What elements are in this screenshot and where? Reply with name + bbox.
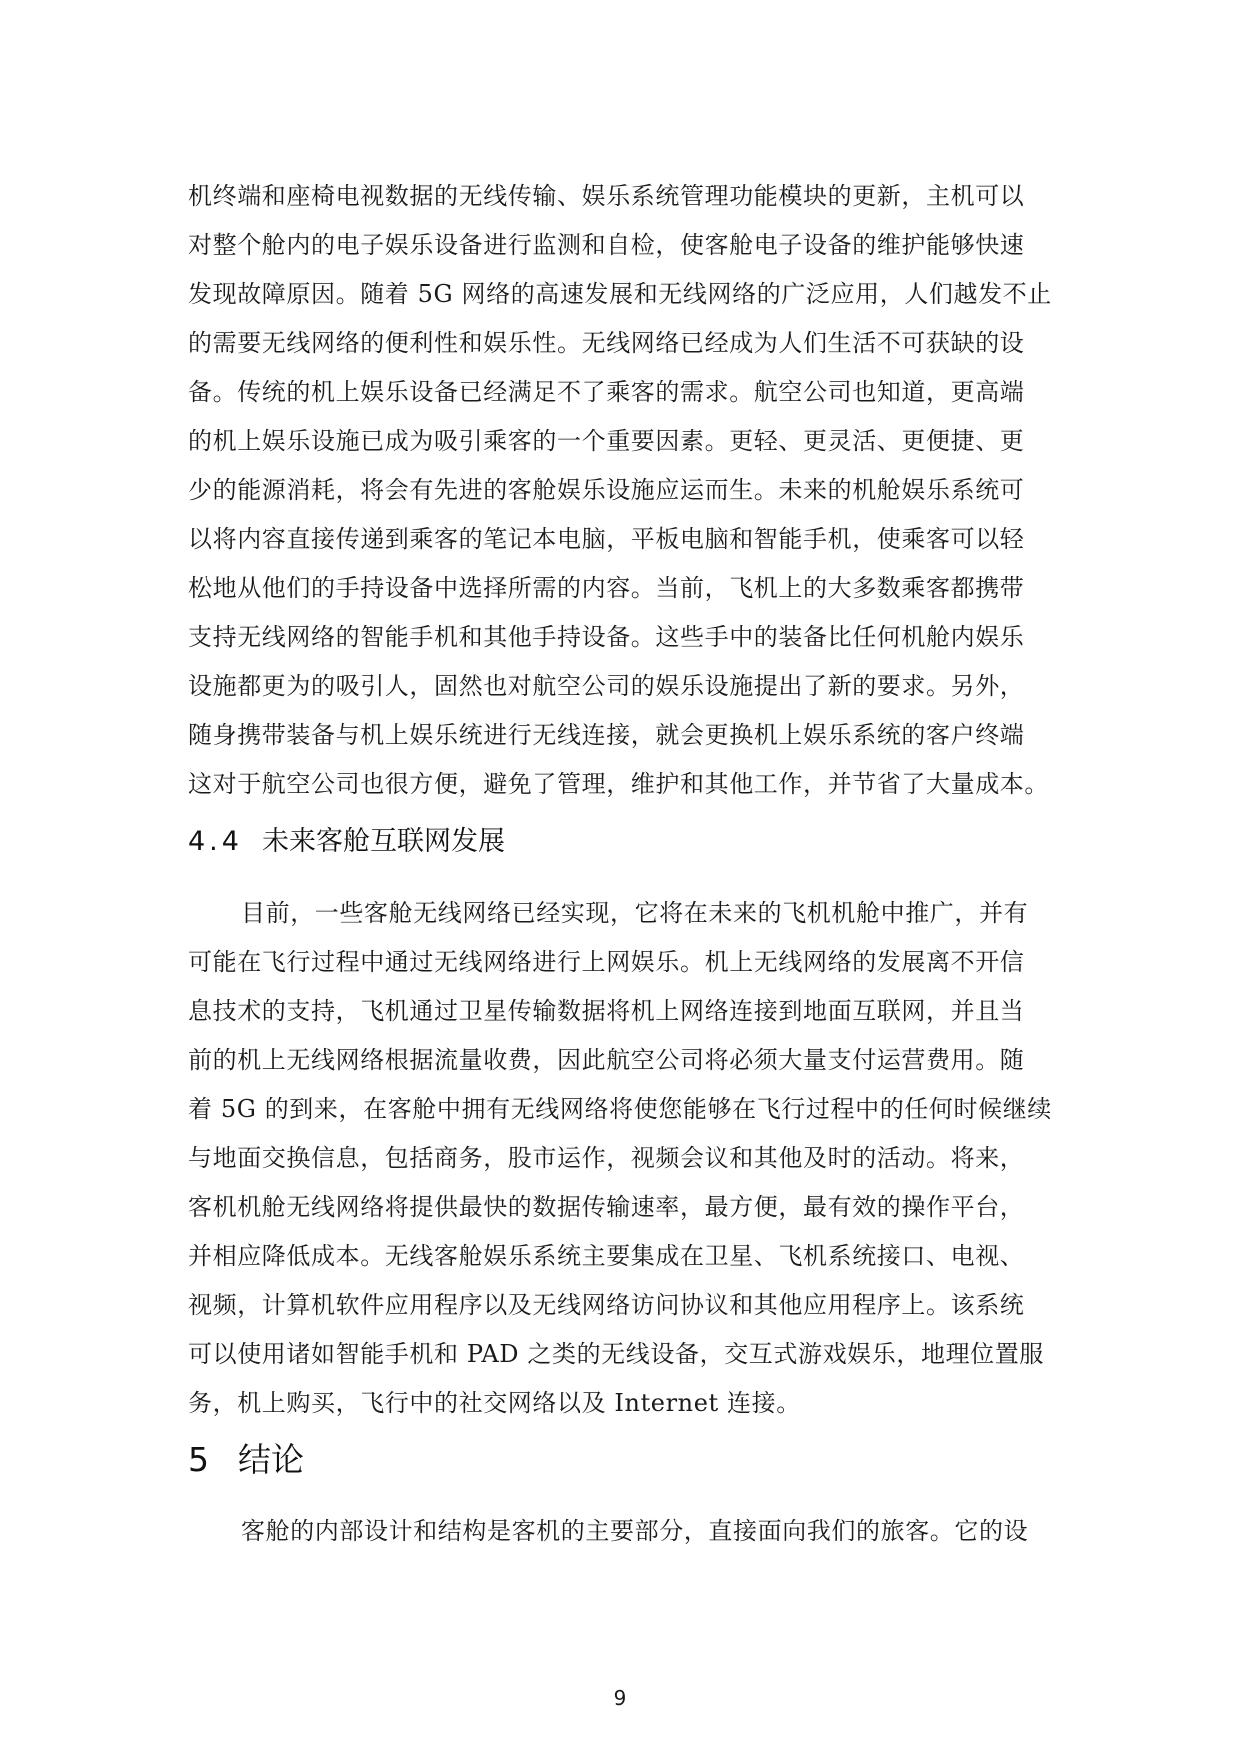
section-number: 4.4: [188, 826, 243, 857]
paragraph-conclusion: [188, 1507, 1048, 1556]
text-line: 机终端和座椅电视数据的无线传输、娱乐系统管理功能模块的更新，主机可以: [188, 182, 1025, 210]
text-line: 客机机舱无线网络将提供最快的数据传输速率，最方便，最有效的操作平台，: [188, 1193, 1025, 1221]
text-line: 目前，一些客舱无线网络已经实现，它将在未来的飞机机舱中推广，并有: [241, 899, 1029, 927]
paragraph-cabin-internet: [188, 889, 1052, 1428]
text-line: 设施都更为的吸引人，固然也对航空公司的娱乐设施提出了新的要求。另外，: [188, 672, 1025, 700]
text-line: 松地从他们的手持设备中选择所需的内容。当前，飞机上的大多数乘客都携带: [188, 574, 1025, 602]
section-title: 未来客舱互联网发展: [262, 826, 505, 857]
text-line: 息技术的支持，飞机通过卫星传输数据将机上网络连接到地面互联网，并且当: [188, 997, 1025, 1025]
text-line: 支持无线网络的智能手机和其他手持设备。这些手中的装备比任何机舱内娱乐: [188, 623, 1025, 651]
paragraph-cabin-entertainment: [188, 172, 1052, 809]
text-line: 着 5G 的到来，在客舱中拥有无线网络将使您能够在飞行过程中的任何时候继续: [188, 1095, 1052, 1123]
text-line: 可以使用诸如智能手机和 PAD 之类的无线设备，交互式游戏娱乐，地理位置服: [188, 1340, 1044, 1368]
section-title: 结论: [238, 1440, 304, 1479]
text-line: 与地面交换信息，包括商务，股市运作，视频会议和其他及时的活动。将来，: [188, 1144, 1025, 1172]
text-line: 前的机上无线网络根据流量收费，因此航空公司将必须大量支付运营费用。随: [188, 1046, 1025, 1074]
text-line: 这对于航空公司也很方便，避免了管理，维护和其他工作，并节省了大量成本。: [188, 770, 1049, 798]
section-heading-4-4: [188, 822, 505, 862]
text-line: 视频，计算机软件应用程序以及无线网络访问协议和其他应用程序上。该系统: [188, 1291, 1025, 1319]
text-line: 的机上娱乐设施已成为吸引乘客的一个重要因素。更轻、更灵活、更便捷、更: [188, 427, 1025, 455]
section-number: 5: [188, 1440, 209, 1479]
text-line: 发现故障原因。随着 5G 网络的高速发展和无线网络的广泛应用，人们越发不止: [188, 280, 1052, 308]
text-line: 的需要无线网络的便利性和娱乐性。无线网络已经成为人们生活不可获缺的设: [188, 329, 1025, 357]
section-heading-5: [188, 1437, 304, 1483]
text-line: 以将内容直接传递到乘客的笔记本电脑，平板电脑和智能手机，使乘客可以轻: [188, 525, 1025, 553]
text-line: 客舱的内部设计和结构是客机的主要部分，直接面向我们的旅客。它的设: [241, 1517, 1029, 1545]
text-line: 并相应降低成本。无线客舱娱乐系统主要集成在卫星、飞机系统接口、电视、: [188, 1242, 1025, 1270]
page-number: 9: [613, 1686, 627, 1710]
text-line: 少的能源消耗，将会有先进的客舱娱乐设施应运而生。未来的机舱娱乐系统可: [188, 476, 1025, 504]
text-line: 备。传统的机上娱乐设备已经满足不了乘客的需求。航空公司也知道，更高端: [188, 378, 1025, 406]
text-line: 务，机上购买，飞行中的社交网络以及 Internet 连接。: [188, 1389, 801, 1417]
text-line: 对整个舱内的电子娱乐设备进行监测和自检，使客舱电子设备的维护能够快速: [188, 231, 1025, 259]
text-line: 随身携带装备与机上娱乐统进行无线连接，就会更换机上娱乐系统的客户终端: [188, 721, 1025, 749]
text-line: 可能在飞行过程中通过无线网络进行上网娱乐。机上无线网络的发展离不开信: [188, 948, 1025, 976]
